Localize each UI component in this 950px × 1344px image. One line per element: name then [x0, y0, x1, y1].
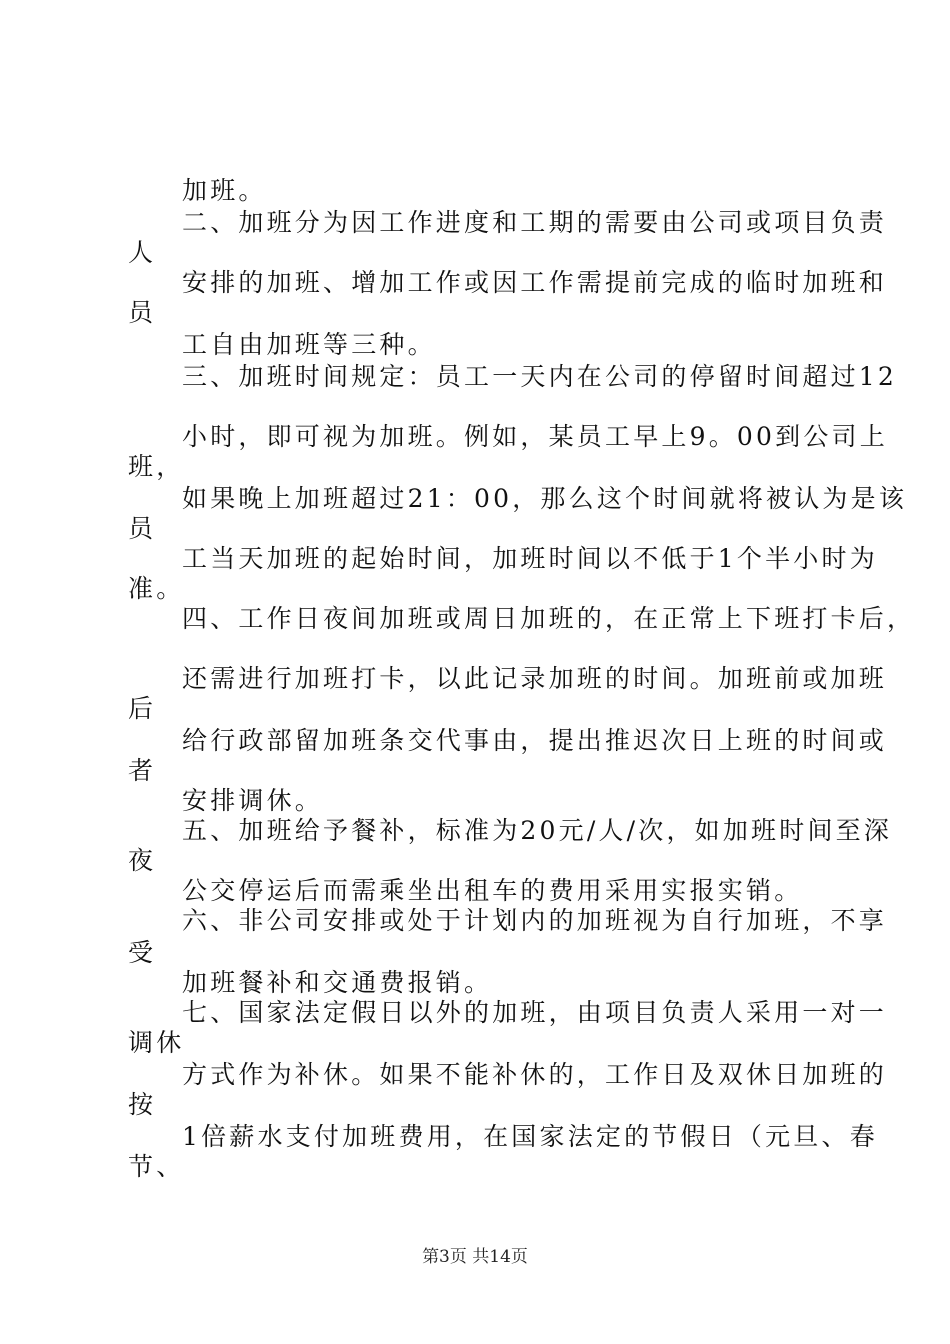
body-line: 加班餐补和交通费报销。 [182, 968, 493, 997]
body-line: 受 [128, 938, 157, 967]
body-line: 人 [128, 238, 157, 267]
body-line: 夜 [128, 846, 157, 875]
body-line: 加班。 [182, 176, 267, 205]
body-line: 四、工作日夜间加班或周日加班的，在正常上下班打卡后， [182, 604, 916, 633]
body-line: 节、 [128, 1152, 185, 1181]
body-line: 方式作为补休。如果不能补休的，工作日及双休日加班的 [182, 1060, 888, 1089]
body-line: 员 [128, 514, 157, 543]
body-line: 如果晚上加班超过21：00，那么这个时间就将被认为是该 [182, 484, 908, 513]
body-line: 工自由加班等三种。 [182, 330, 436, 359]
body-line: 调休 [128, 1028, 185, 1057]
body-line: 七、国家法定假日以外的加班，由项目负责人采用一对一 [182, 998, 888, 1027]
body-line: 小时，即可视为加班。例如，某员工早上9。00到公司上 [182, 422, 888, 451]
body-line: 给行政部留加班条交代事由，提出推迟次日上班的时间或 [182, 726, 888, 755]
body-line: 安排的加班、增加工作或因工作需提前完成的临时加班和 [182, 268, 888, 297]
body-line: 五、加班给予餐补，标准为20元/人/次，如加班时间至深 [182, 816, 893, 845]
body-line: 二、加班分为因工作进度和工期的需要由公司或项目负责 [182, 208, 888, 237]
body-line: 班， [128, 452, 185, 481]
body-line: 后 [128, 694, 157, 723]
body-line: 1倍薪水支付加班费用，在国家法定的节假日（元旦、春 [182, 1122, 878, 1151]
body-line: 还需进行加班打卡，以此记录加班的时间。加班前或加班 [182, 664, 888, 693]
body-line: 安排调休。 [182, 786, 324, 815]
body-line: 准。 [128, 574, 185, 603]
body-line: 公交停运后而需乘坐出租车的费用采用实报实销。 [182, 876, 803, 905]
page-number-footer: 第3页 共14页 [422, 1247, 528, 1267]
body-line: 员 [128, 298, 157, 327]
body-line: 者 [128, 756, 157, 785]
body-line: 按 [128, 1090, 157, 1119]
body-line: 工当天加班的起始时间，加班时间以不低于1个半小时为 [182, 544, 878, 573]
body-line: 六、非公司安排或处于计划内的加班视为自行加班，不享 [182, 906, 888, 935]
body-line: 三、加班时间规定：员工一天内在公司的停留时间超过12 [182, 362, 898, 391]
